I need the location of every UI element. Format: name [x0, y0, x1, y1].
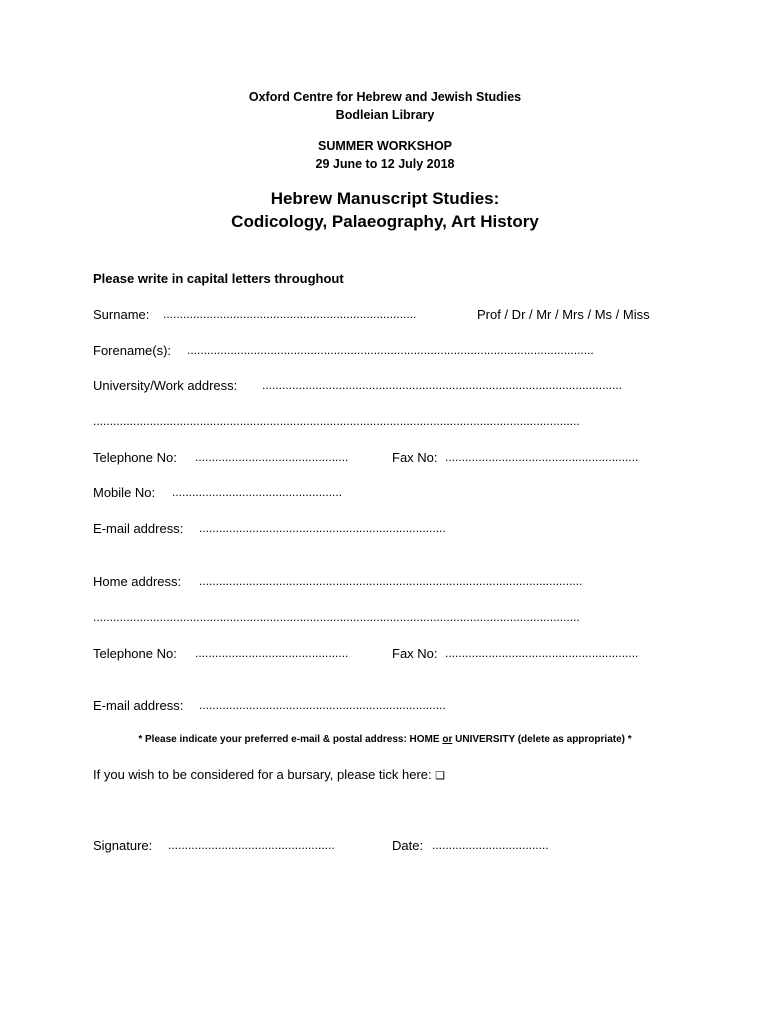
work-address-label: University/Work address:: [93, 378, 238, 393]
work-telephone-field[interactable]: ..............................................: [195, 450, 349, 464]
bursary-line: [93, 767, 445, 782]
bursary-label: If you wish to be considered for a bursary, please tick here:: [93, 767, 432, 782]
date-label: Date:: [392, 838, 424, 853]
work-email-field[interactable]: ..........................................................................: [199, 521, 446, 535]
note-prefix: * Please indicate your preferred e-mail & postal address: HOME: [138, 734, 443, 745]
date-field[interactable]: ...................................: [432, 838, 549, 852]
surname-label: Surname:: [93, 307, 150, 322]
title-options[interactable]: Prof / Dr / Mr / Mrs / Ms / Miss: [477, 307, 650, 322]
event-name: SUMMER WORKSHOP: [317, 139, 453, 153]
workshop-title: Hebrew Manuscript Studies:: [270, 189, 500, 208]
home-address-field[interactable]: ...................................................................................................................: [199, 574, 583, 588]
home-email-field[interactable]: ..........................................................................: [199, 698, 446, 712]
event-dates: 29 June to 12 July 2018: [315, 157, 455, 171]
home-address-field-line2[interactable]: ..................................................................................................................................................: [93, 610, 580, 624]
library-name: Bodleian Library: [335, 108, 435, 122]
note-suffix: UNIVERSITY (delete as appropriate) *: [452, 734, 632, 745]
signature-field[interactable]: ..................................................: [168, 838, 335, 852]
home-telephone-field[interactable]: ..............................................: [195, 646, 349, 660]
home-email-label: E-mail address:: [93, 698, 184, 713]
mobile-label: Mobile No:: [93, 485, 156, 500]
home-fax-field[interactable]: ..........................................................: [445, 646, 639, 660]
workshop-subtitle: Codicology, Palaeography, Art History: [231, 212, 539, 231]
work-email-label: E-mail address:: [93, 521, 184, 536]
work-telephone-label: Telephone No:: [93, 450, 177, 465]
forename-label: Forename(s):: [93, 343, 172, 358]
home-fax-label: Fax No:: [392, 646, 438, 661]
preferred-address-note: [0, 734, 770, 745]
signature-label: Signature:: [93, 838, 153, 853]
work-fax-label: Fax No:: [392, 450, 438, 465]
work-address-field[interactable]: ............................................................................................................: [262, 378, 623, 392]
home-address-label: Home address:: [93, 574, 182, 589]
note-or: or: [442, 734, 453, 745]
forename-field[interactable]: ..........................................................................................................................: [187, 343, 594, 357]
work-address-field-line2[interactable]: ..................................................................................................................................................: [93, 414, 580, 428]
bursary-checkbox[interactable]: ❑: [435, 769, 446, 782]
home-telephone-label: Telephone No:: [93, 646, 177, 661]
mobile-field[interactable]: ...................................................: [172, 485, 343, 499]
instruction-text: Please write in capital letters throughout: [93, 271, 344, 286]
work-fax-field[interactable]: ..........................................................: [445, 450, 639, 464]
surname-field[interactable]: ............................................................................: [163, 307, 417, 321]
institution-name: Oxford Centre for Hebrew and Jewish Studies: [248, 90, 522, 104]
